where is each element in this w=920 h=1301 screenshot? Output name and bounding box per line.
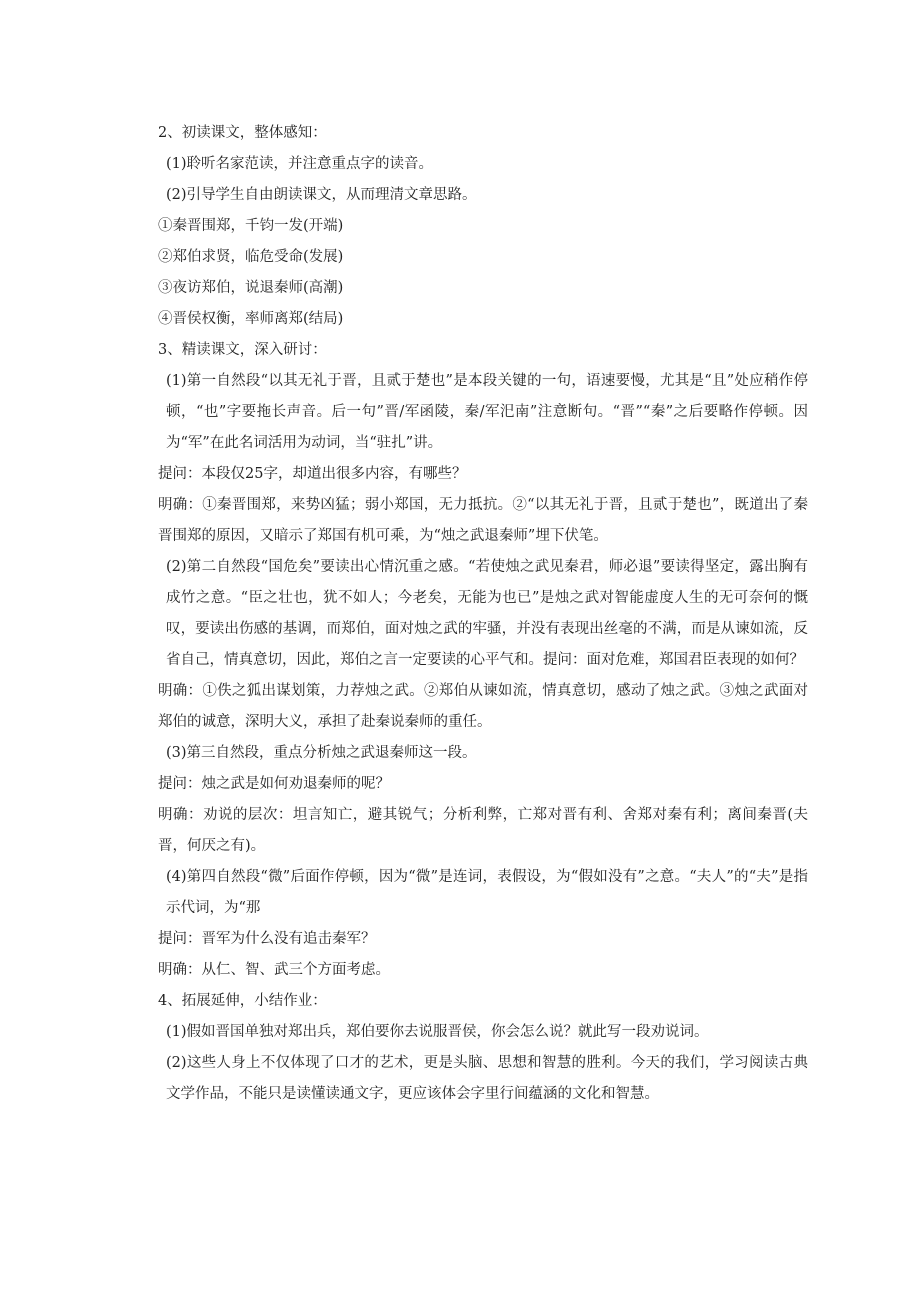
- homework-1: (1)假如晋国单独对郑出兵，郑伯要你去说服晋侯，你会怎么说？就此写一段劝说词。: [166, 1024, 709, 1040]
- outline-item-3: ③夜访郑伯，说退秦师(高潮): [158, 280, 344, 296]
- answer-1: 明确：①秦晋围郑，来势凶猛；弱小郑国，无力抵抗。②“以其无礼于晋，且贰于楚也”，既道出了秦晋围郑的原因，又暗示了郑国有机可乘，为“烛之武退秦师”埋下伏笔。: [158, 497, 808, 544]
- outline-item-4: ④晋侯权衡，率师离郑(结局): [158, 311, 344, 327]
- outline-item-1: ①秦晋围郑，千钧一发(开端): [158, 218, 344, 234]
- answer-2: 明确：①佚之狐出谋划策，力荐烛之武。②郑伯从谏如流，情真意切，感动了烛之武。③烛之武面对郑伯的诚意，深明大义，承担了赴秦说秦师的重任。: [158, 683, 808, 730]
- paragraph-first-section: (1)第一自然段“以其无礼于晋，且贰于楚也”是本段关键的一句，语速要慢，尤其是“且”处应稍作停顿，“也”字要拖长声音。后一句”晋/军函陵，秦/军汜南”注意断句。“晋”“秦”之后要略作停顿。因为“军”在此名词活用为动词，当“驻扎”讲。: [166, 373, 808, 451]
- answer-3: 明确：劝说的层次：坦言知亡，避其锐气；分析利弊，亡郑对晋有利、舍郑对秦有利；离间秦晋(夫晋，何厌之有)。: [158, 807, 808, 854]
- paragraph-second-section: (2)第二自然段“国危矣”要读出心情沉重之感。“若使烛之武见秦君，师必退”要读得坚定，露出胸有成竹之意。“臣之壮也，犹不如人；今老矣，无能为也已”是烛之武对智能虚度人生的无可奈何的慨叹，要读出伤感的基调，而郑伯，面对烛之武的牢骚，并没有表现出丝毫的不满，而是从谏如流，反省自己，情真意切，因此，郑伯之言一定要读的心平气和。提问：面对危难，郑国君臣表现的如何？: [166, 559, 808, 668]
- section-heading-3: 3、精读课文，深入研讨：: [158, 342, 327, 358]
- section-heading-4: 4、拓展延伸，小结作业：: [158, 993, 327, 1009]
- section-heading-2: 2、初读课文，整体感知：: [158, 125, 327, 141]
- question-3: 提问：烛之武是如何劝退秦师的呢？: [158, 776, 390, 792]
- homework-2: (2)这些人身上不仅体现了口才的艺术，更是头脑、思想和智慧的胜利。今天的我们，学习阅读古典文学作品，不能只是读懂读通文字，更应该体会字里行间蕴涵的文化和智慧。: [166, 1055, 808, 1102]
- paragraph-fourth-section: (4)第四自然段“微”后面作停顿，因为“微”是连词，表假设，为“假如没有”之意。“夫人”的“夫”是指示代词，为“那: [166, 869, 808, 916]
- question-4: 提问：晋军为什么没有追击秦军？: [158, 931, 376, 947]
- paragraph-guide: (2)引导学生自由朗读课文，从而理清文章思路。: [166, 187, 477, 203]
- paragraph-listen: (1)聆听名家范读，并注意重点字的读音。: [166, 156, 434, 172]
- outline-item-2: ②郑伯求贤，临危受命(发展): [158, 249, 344, 265]
- paragraph-third-section: (3)第三自然段，重点分析烛之武退秦师这一段。: [166, 745, 477, 761]
- document-body: [126, 118, 808, 1110]
- question-1: 提问：本段仅25字，却道出很多内容，有哪些？: [158, 466, 467, 482]
- answer-4: 明确：从仁、智、武三个方面考虑。: [158, 962, 390, 978]
